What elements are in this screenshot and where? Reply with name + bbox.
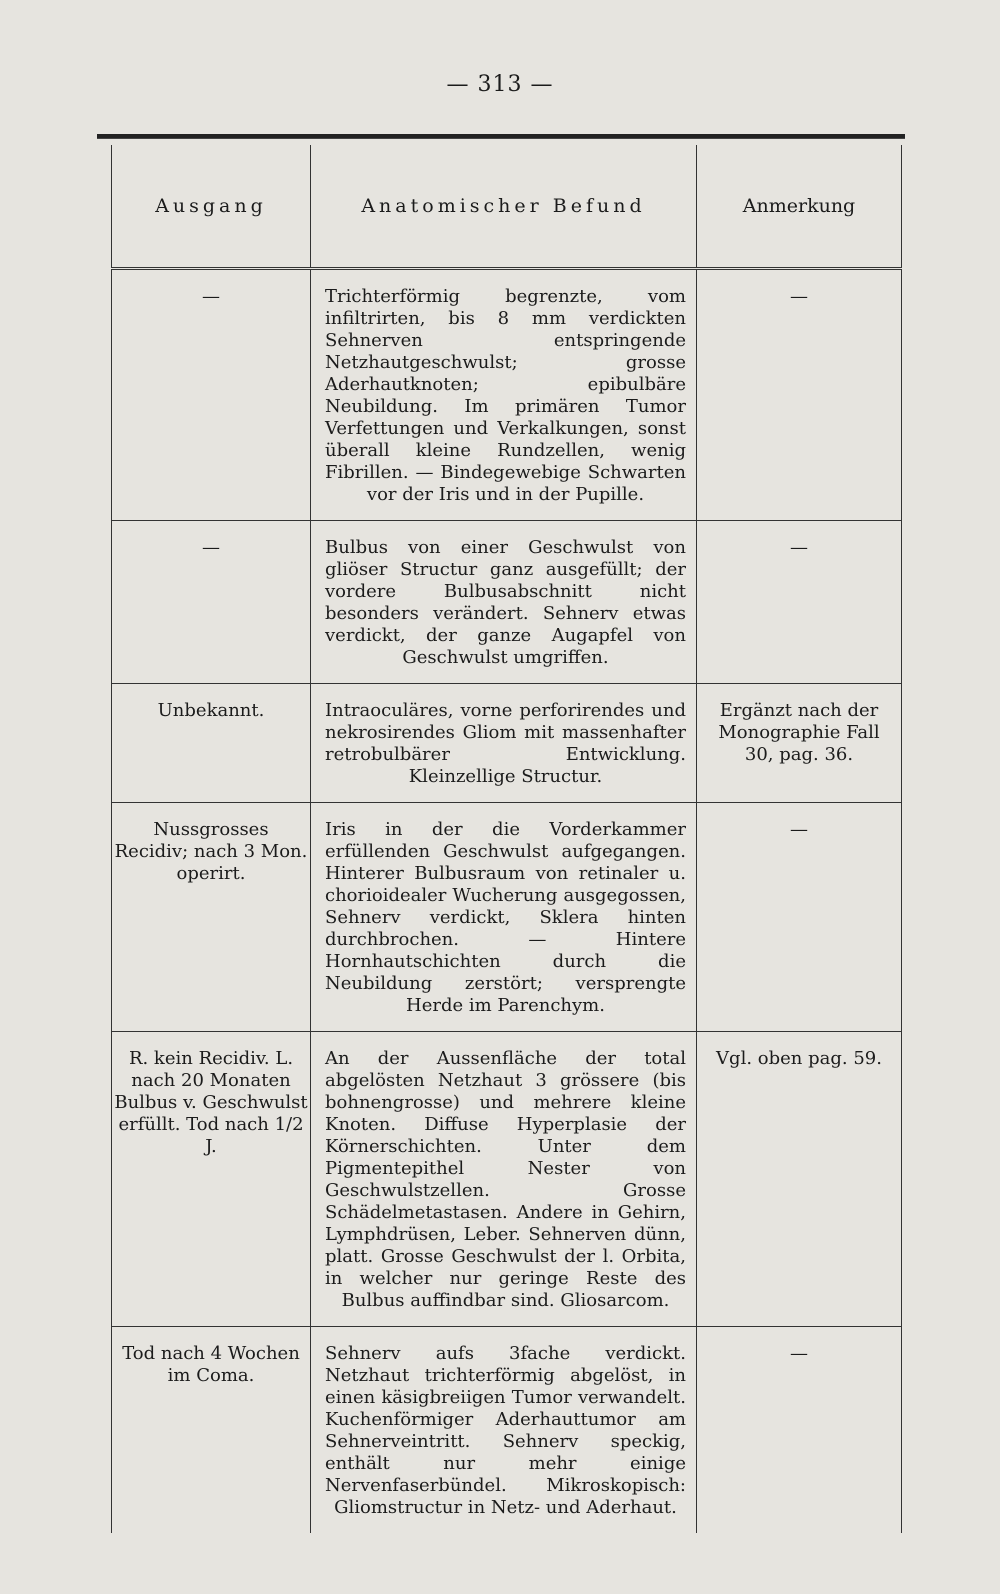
cell-ausgang: R. kein Recidiv. L. nach 20 Monaten Bulbus v. Geschwulst erfüllt. Tod nach 1/2 J. [112, 1032, 311, 1327]
table-row [112, 1327, 902, 1534]
cell-ausgang: — [112, 269, 311, 521]
cell-befund: An der Aussenfläche der total abgelösten Netzhaut 3 grössere (bis bohnengrosse) und mehrere kleine Knoten. Diffuse Hyperplasie der Körnerschichten. Unter dem Pigmentepithel Nester von Geschwulstzellen. Grosse Schädelmetastasen. Andere in Gehirn, Lymphdrüsen, Leber. Sehnerven dünn, platt. Grosse Geschwulst der l. Orbita, in welcher nur geringe Reste des Bulbus auffindbar sind. Gliosarcom. [311, 1032, 697, 1327]
page-number: — 313 — [446, 72, 554, 97]
top-rule [97, 134, 905, 139]
cell-anmerkung: Vgl. oben pag. 59. [697, 1032, 902, 1327]
cell-ausgang: Tod nach 4 Wochen im Coma. [112, 1327, 311, 1534]
cell-befund: Iris in der die Vorderkammer erfüllenden Geschwulst aufgegangen. Hinterer Bulbusraum von retinaler u. chorioidealer Wucherung ausgegossen, Sehnerv verdickt, Sklera hinten durchbrochen. — Hintere Hornhautschichten durch die Neubildung zerstört; versprengte Herde im Parenchym. [311, 803, 697, 1032]
table-row [112, 803, 902, 1032]
findings-table [111, 145, 902, 1533]
cell-anmerkung: Ergänzt nach der Monographie Fall 30, pag. 36. [697, 684, 902, 803]
table-row [112, 684, 902, 803]
header-row [112, 145, 902, 269]
header-befund: Anatomischer Befund [311, 145, 697, 269]
header-anmerkung: Anmerkung [697, 145, 902, 269]
cell-anmerkung: — [697, 803, 902, 1032]
cell-befund: Intraoculäres, vorne perforirendes und nekrosirendes Gliom mit massenhafter retrobulbärer Entwicklung. Kleinzellige Structur. [311, 684, 697, 803]
table-row [112, 521, 902, 684]
cell-befund: Bulbus von einer Geschwulst von gliöser Structur ganz ausgefüllt; der vordere Bulbusabschnitt nicht besonders verändert. Sehnerv etwas verdickt, der ganze Augapfel von Geschwulst umgriffen. [311, 521, 697, 684]
cell-anmerkung: — [697, 521, 902, 684]
cell-ausgang: Nussgrosses Recidiv; nach 3 Mon. operirt. [112, 803, 311, 1032]
table-row [112, 269, 902, 521]
cell-anmerkung: — [697, 1327, 902, 1534]
cell-anmerkung: — [697, 269, 902, 521]
cell-ausgang: — [112, 521, 311, 684]
cell-befund: Trichterförmig begrenzte, vom infiltrirten, bis 8 mm verdickten Sehnerven entspringende Netzhautgeschwulst; grosse Aderhautknoten; epibulbäre Neubildung. Im primären Tumor Verfettungen und Verkalkungen, sonst überall kleine Rundzellen, wenig Fibrillen. — Bindegewebige Schwarten vor der Iris und in der Pupille. [311, 269, 697, 521]
header-ausgang: Ausgang [112, 145, 311, 269]
table-row [112, 1032, 902, 1327]
cell-ausgang: Unbekannt. [112, 684, 311, 803]
cell-befund: Sehnerv aufs 3fache verdickt. Netzhaut trichterförmig abgelöst, in einen käsigbreiigen Tumor verwandelt. Kuchenförmiger Aderhauttumor am Sehnerveintritt. Sehnerv speckig, enthält nur mehr einige Nervenfaserbündel. Mikroskopisch: Gliomstructur in Netz- und Aderhaut. [311, 1327, 697, 1534]
